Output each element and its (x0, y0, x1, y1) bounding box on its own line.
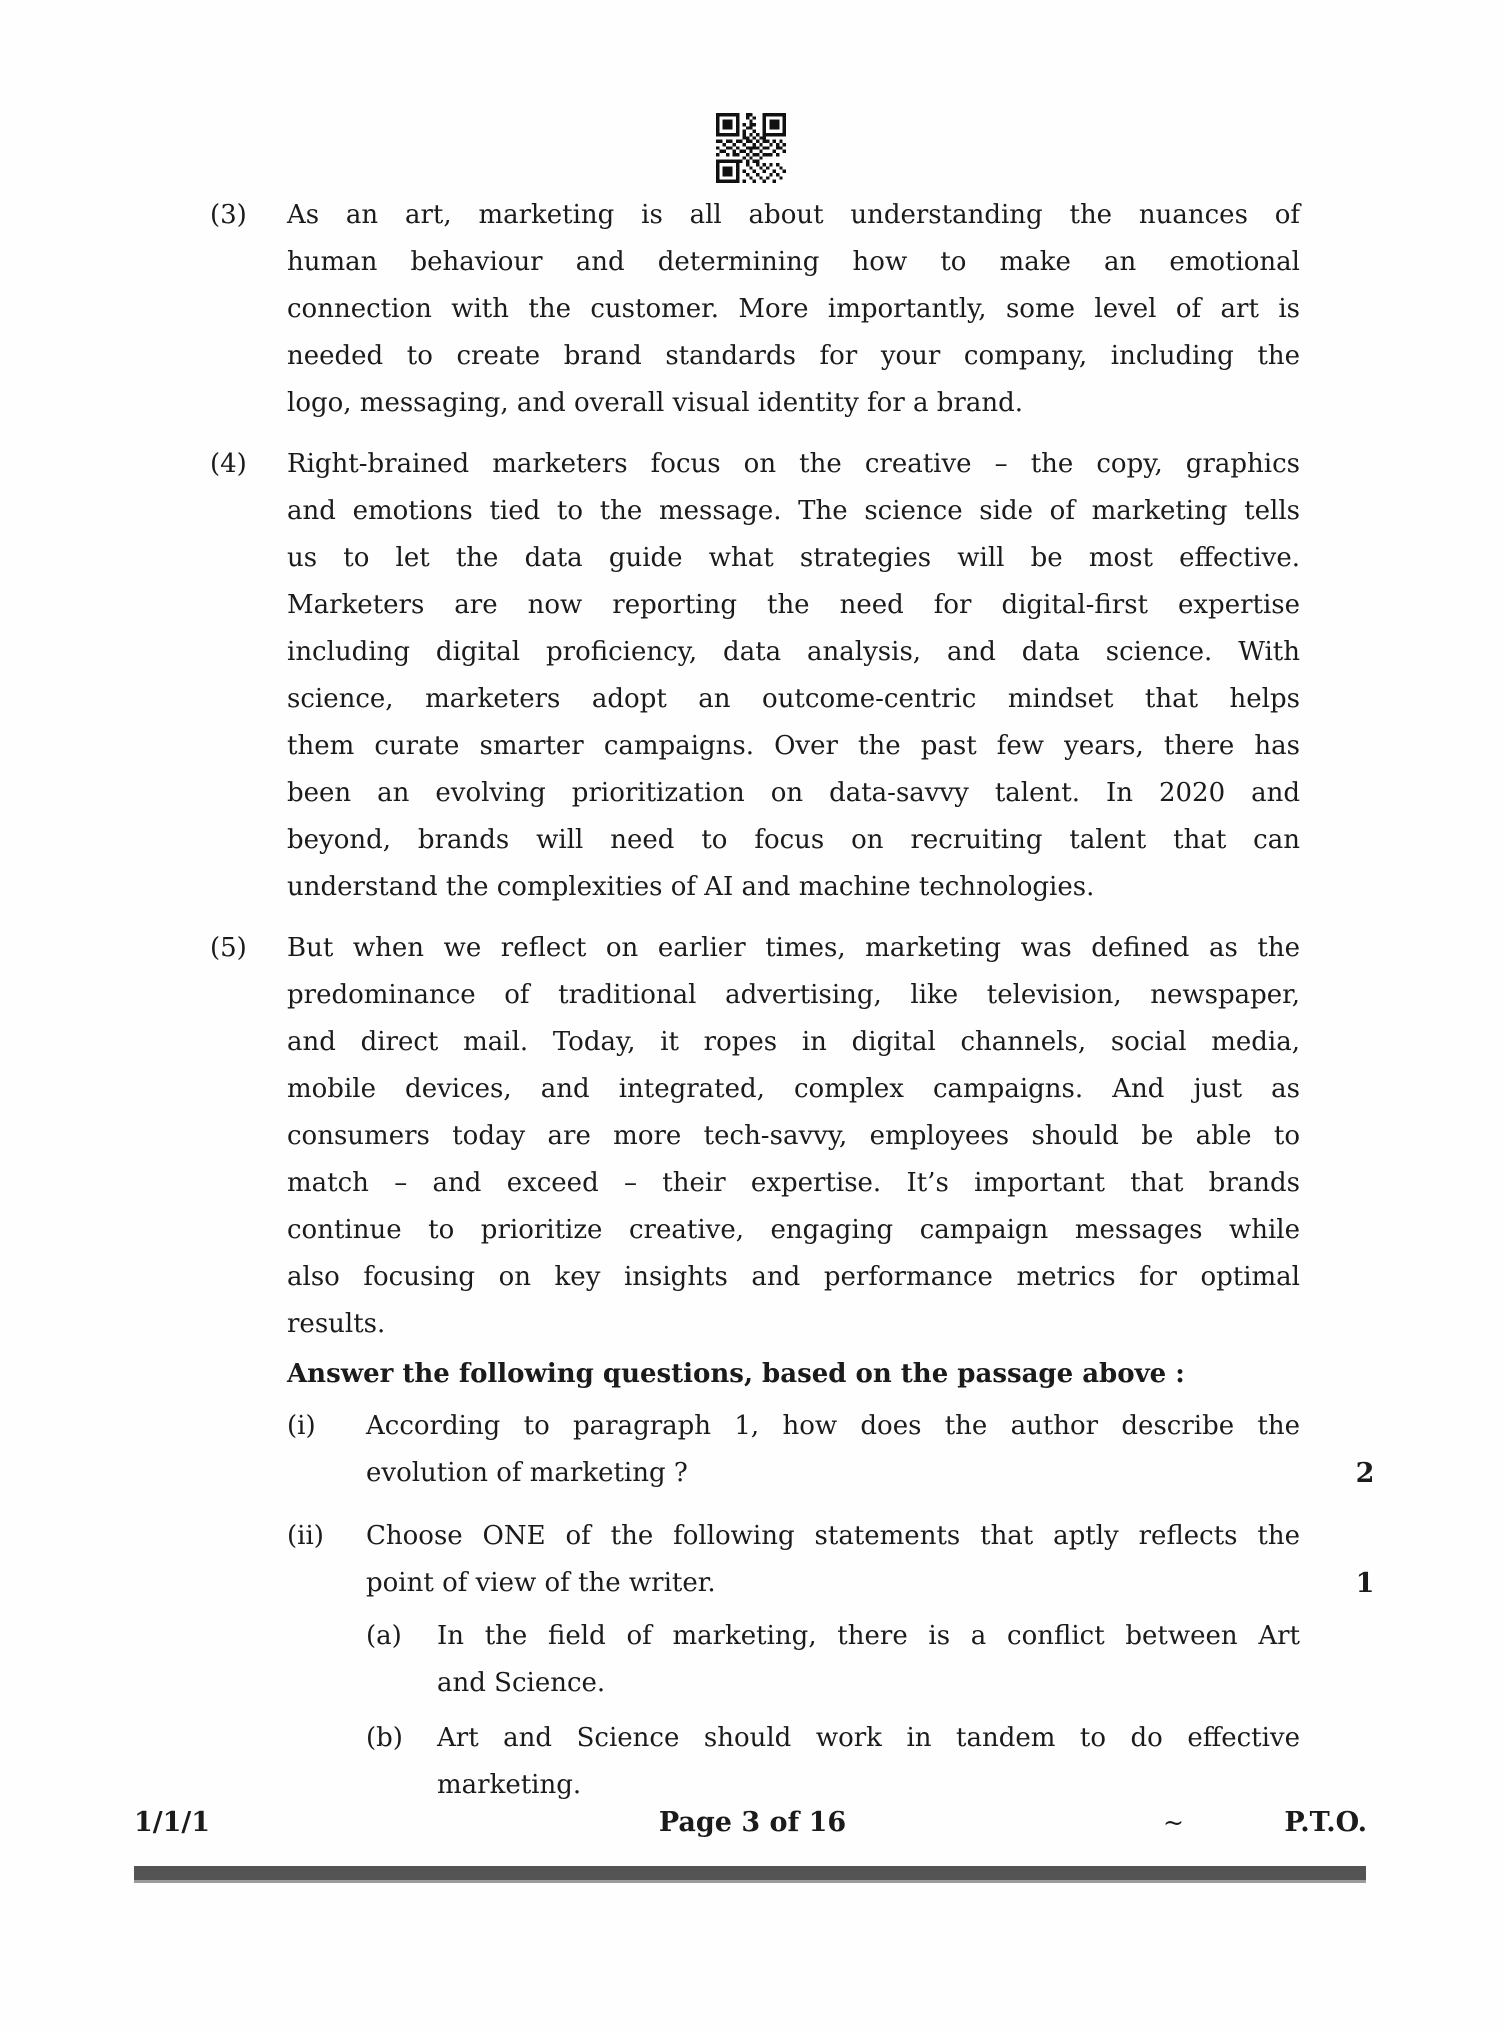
paragraph-number: (3) (210, 200, 247, 230)
paragraph-line: and direct mail. Today, it ropes in digital channels, social media, (287, 1027, 1300, 1057)
paragraph-line: needed to create brand standards for your company, including the (287, 341, 1300, 371)
paragraph-line: Right-brained marketers focus on the creative – the copy, graphics (287, 449, 1300, 479)
paragraph-line: understand the complexities of AI and machine technologies. (287, 872, 1095, 902)
paragraph-line: science, marketers adopt an outcome-centric mindset that helps (287, 684, 1300, 714)
paragraph-line: beyond, brands will need to focus on recruiting talent that can (287, 825, 1300, 855)
paragraph-line: results. (287, 1309, 386, 1339)
passage-paragraph-5 (210, 925, 1300, 1348)
paragraph-line: been an evolving prioritization on data-savvy talent. In 2020 and (287, 778, 1300, 808)
footer-divider-bar (134, 1866, 1366, 1883)
paragraph-line: including digital proficiency, data analysis, and data science. With (287, 637, 1300, 667)
option-line: In the field of marketing, there is a conflict between Art (437, 1621, 1300, 1651)
paragraph-line: As an art, marketing is all about understanding the nuances of (287, 200, 1300, 230)
pto-label: P.T.O. (1284, 1807, 1367, 1838)
option-line: and Science. (437, 1668, 606, 1698)
page-number-label: Page 3 of 16 (658, 1807, 847, 1838)
qr-code-icon (716, 112, 786, 184)
question-line: point of view of the writer. (366, 1568, 716, 1598)
questions-heading: Answer the following questions, based on the passage above : (287, 1359, 1185, 1389)
option-line: Art and Science should work in tandem to do effective (437, 1723, 1300, 1753)
paragraph-line: predominance of traditional advertising, like television, newspaper, (287, 980, 1300, 1010)
paragraph-line: also focusing on key insights and performance metrics for optimal (287, 1262, 1300, 1292)
paragraph-line: But when we reflect on earlier times, marketing was defined as the (287, 933, 1300, 963)
paragraph-line: match – and exceed – their expertise. It’s important that brands (287, 1168, 1300, 1198)
option-line: marketing. (437, 1770, 582, 1800)
paper-set-code: 1/1/1 (134, 1807, 211, 1838)
paragraph-line: continue to prioritize creative, engaging campaign messages while (287, 1215, 1300, 1245)
paragraph-line: them curate smarter campaigns. Over the past few years, there has (287, 731, 1300, 761)
option-number: (a) (366, 1621, 402, 1651)
question-ii (287, 1513, 1300, 1607)
question-line: evolution of marketing ? (366, 1458, 688, 1488)
question-number: (ii) (287, 1521, 324, 1551)
paragraph-number: (4) (210, 449, 247, 479)
paragraph-line: mobile devices, and integrated, complex campaigns. And just as (287, 1074, 1300, 1104)
question-line: Choose ONE of the following statements that aptly reflects the (366, 1521, 1300, 1551)
question-i (287, 1403, 1300, 1497)
passage-paragraph-3 (210, 192, 1300, 427)
paragraph-line: connection with the customer. More importantly, some level of art is (287, 294, 1300, 324)
marks-question-ii: 1 (1355, 1568, 1375, 1599)
question-line: According to paragraph 1, how does the author describe the (366, 1411, 1300, 1441)
paragraph-line: logo, messaging, and overall visual identity for a brand. (287, 388, 1023, 418)
paragraph-line: human behaviour and determining how to make an emotional (287, 247, 1300, 277)
paragraph-line: and emotions tied to the message. The science side of marketing tells (287, 496, 1300, 526)
marks-question-i: 2 (1355, 1458, 1375, 1489)
passage-paragraph-4 (210, 441, 1300, 911)
option-number: (b) (366, 1723, 403, 1753)
option-b (366, 1715, 1300, 1809)
passage (210, 192, 1300, 1809)
paragraph-line: us to let the data guide what strategies will be most effective. (287, 543, 1300, 573)
question-number: (i) (287, 1411, 316, 1441)
paragraph-number: (5) (210, 933, 247, 963)
tilde-mark: ~ (1163, 1808, 1184, 1837)
paragraph-line: consumers today are more tech-savvy, employees should be able to (287, 1121, 1300, 1151)
option-a (366, 1613, 1300, 1707)
paragraph-line: Marketers are now reporting the need for digital-first expertise (287, 590, 1300, 620)
